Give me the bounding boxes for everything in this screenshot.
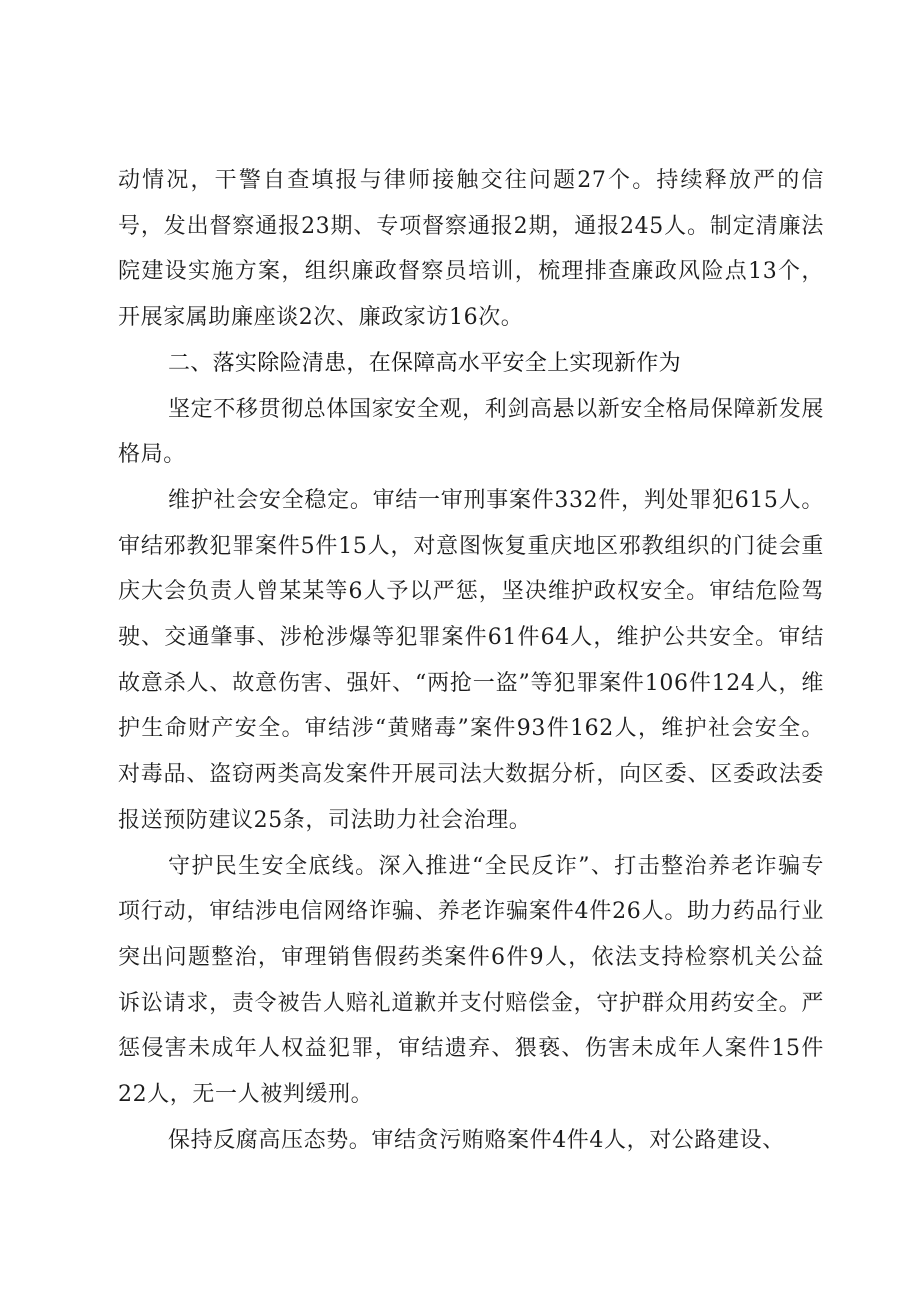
paragraph-security-intro: 坚定不移贯彻总体国家安全观，利剑高悬以新安全格局保障新发展格局。 xyxy=(118,396,824,468)
paragraph-discipline-continued: 动情况，干警自查填报与律师接触交往问题27个。持续释放严的信号，发出督察通报23期、专项督察通报2期，通报245人。制定清廉法院建设实施方案，组织廉政督察员培训，梳理排查廉政风险点13个，开展家属助廉座谈2次、廉政家访16次。 xyxy=(118,168,824,331)
section-heading-security: 二、落实除险清患，在保障高水平安全上实现新作为 xyxy=(168,350,681,376)
paragraph-social-stability: 维护社会安全稳定。审结一审刑事案件332件，判处罪犯615人。审结邪教犯罪案件5件15人，对意图恢复重庆地区邪教组织的门徒会重庆大会负责人曾某某等6人予以严惩，坚决维护政权安全。审结危险驾驶、交通肇事、涉枪涉爆等犯罪案件61件64人，维护公共安全。审结故意杀人、故意伤害、强奸、“两抢一盗”等犯罪案件106件124人，维护生命财产安全。审结涉“黄赌毒”案件93件162人，维护社会安全。对毒品、盗窃两类高发案件开展司法大数据分析，向区委、区委政法委报送预防建议25条，司法助力社会治理。 xyxy=(118,487,824,833)
paragraph-livelihood-safety: 守护民生安全底线。深入推进“全民反诈”、打击整治养老诈骗专项行动，审结涉电信网络诈骗、养老诈骗案件4件26人。助力药品行业突出问题整治，审理销售假药类案件6件9人，依法支持检察机关公益诉讼请求，责令被告人赔礼道歉并支付赔偿金，守护群众用药安全。严惩侵害未成年人权益犯罪，审结遗弃、猥亵、伤害未成年人案件15件22人，无一人被判缓刑。 xyxy=(118,853,824,1108)
paragraph-anti-corruption: 保持反腐高压态势。审结贪污贿赂案件4件4人，对公路建设、 xyxy=(168,1127,785,1153)
document-body xyxy=(118,158,824,1163)
